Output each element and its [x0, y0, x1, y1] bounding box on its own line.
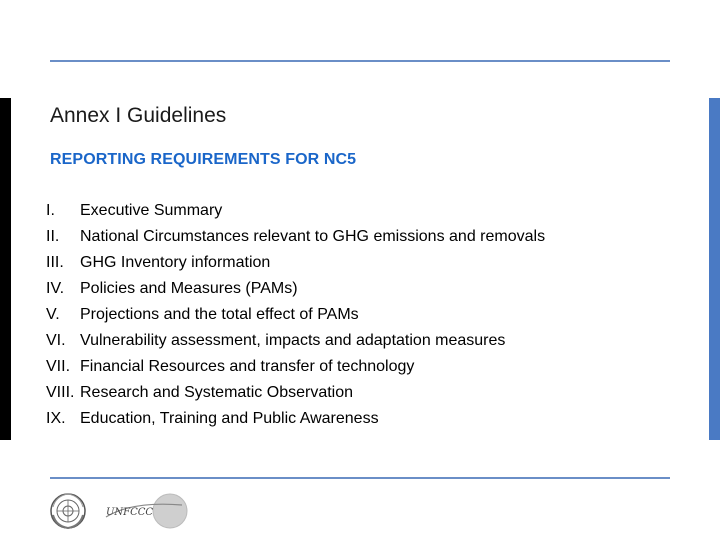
requirements-list	[46, 198, 545, 432]
item-text: Education, Training and Public Awareness	[80, 410, 379, 427]
list-item	[46, 380, 545, 406]
item-text: GHG Inventory information	[80, 254, 271, 271]
right-accent-bar	[709, 98, 720, 440]
list-item	[46, 302, 545, 328]
list-item	[46, 276, 545, 302]
item-text: National Circumstances relevant to GHG emissions and removals	[80, 228, 546, 245]
item-number: IV.	[46, 280, 65, 297]
unfccc-logo-text: UNFCCC	[106, 507, 154, 518]
list-item	[46, 224, 545, 250]
slide-subtitle: REPORTING REQUIREMENTS FOR NC5	[50, 151, 357, 168]
item-text: Projections and the total effect of PAMs	[80, 306, 359, 323]
unfccc-logo-icon	[102, 491, 192, 531]
item-text: Financial Resources and transfer of technology	[80, 358, 415, 375]
un-emblem-icon	[48, 491, 88, 531]
item-number: III.	[46, 254, 64, 271]
list-item	[46, 406, 545, 432]
top-divider	[50, 60, 670, 62]
item-text: Policies and Measures (PAMs)	[80, 280, 298, 297]
item-number: VII.	[46, 358, 71, 375]
left-accent-bar	[0, 98, 11, 440]
item-number: II.	[46, 228, 60, 245]
item-text: Research and Systematic Observation	[80, 384, 354, 401]
item-number: V.	[46, 306, 60, 323]
list-item	[46, 250, 545, 276]
list-item	[46, 198, 545, 224]
item-number: IX.	[46, 410, 66, 427]
item-number: VI.	[46, 332, 66, 349]
item-text: Executive Summary	[80, 202, 223, 219]
list-item	[46, 354, 545, 380]
bottom-divider	[50, 477, 670, 479]
list-item	[46, 328, 545, 354]
item-number: I.	[46, 202, 55, 219]
item-number: VIII.	[46, 384, 75, 401]
item-text: Vulnerability assessment, impacts and adaptation measures	[80, 332, 506, 349]
slide-title: Annex I Guidelines	[50, 104, 227, 127]
